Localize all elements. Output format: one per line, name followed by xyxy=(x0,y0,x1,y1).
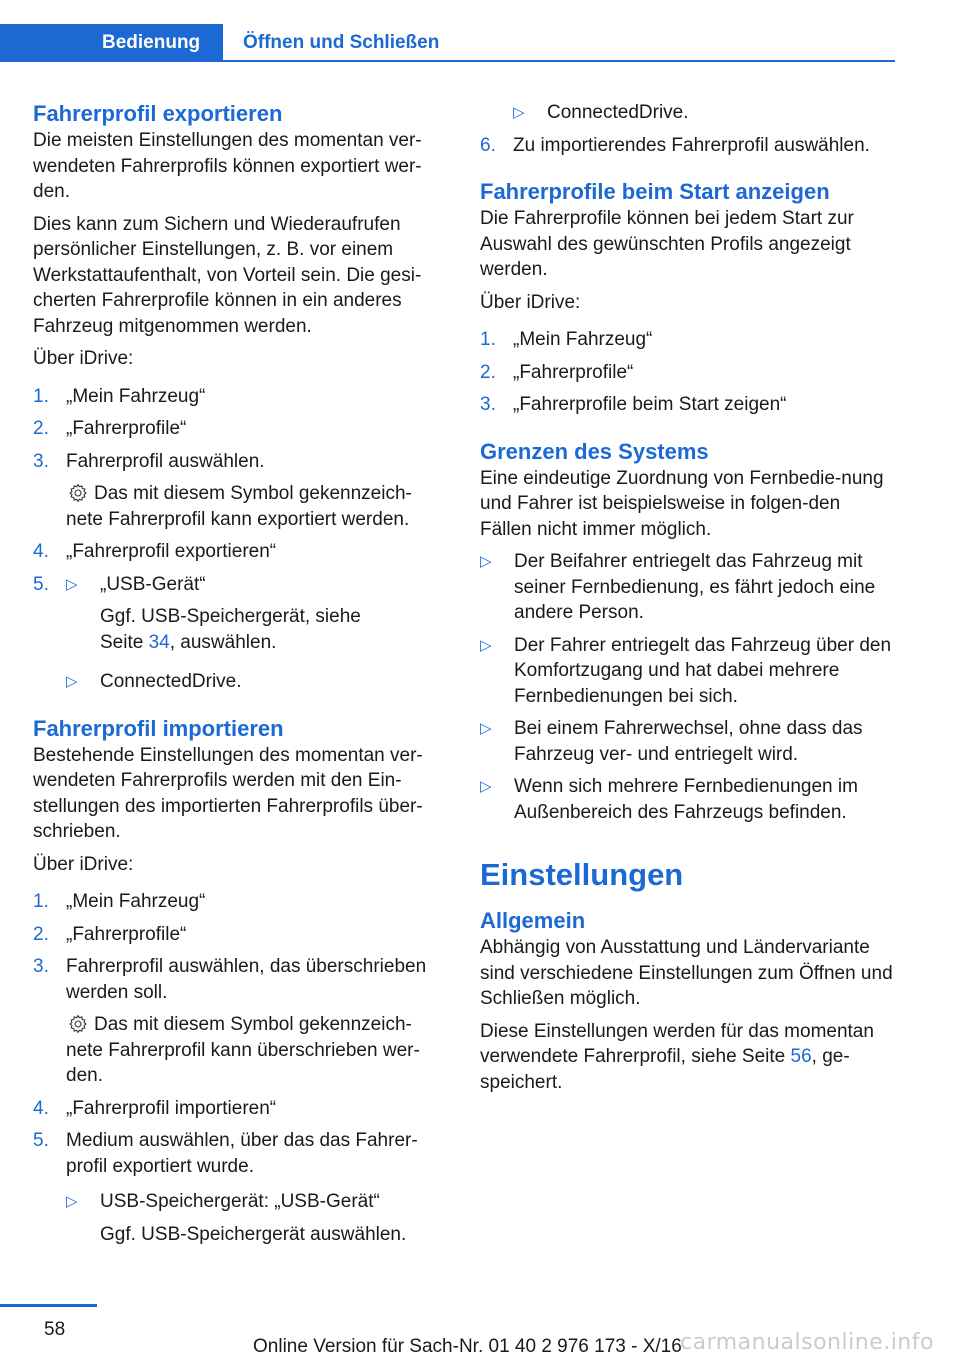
tab-bedienung[interactable]: Bedienung xyxy=(0,24,223,62)
startup-steps xyxy=(480,327,895,418)
list-item xyxy=(480,774,895,825)
list-item xyxy=(33,889,445,915)
import-options-continued xyxy=(480,100,895,126)
header-rule xyxy=(223,60,895,62)
import-steps-continued xyxy=(480,133,895,159)
list-item xyxy=(33,384,445,410)
list-item xyxy=(480,716,895,767)
step-text: „Mein Fahrzeug“ xyxy=(513,329,653,350)
export-paragraph-1: Die meisten Einstellungen des momentan ver‐wendeten Fahrerprofils können exportiert wer‐den. xyxy=(33,130,422,202)
page-link-56[interactable]: 56 xyxy=(790,1046,812,1067)
tab-oeffnen-und-schliessen[interactable]: Öffnen und Schließen xyxy=(243,32,440,53)
step-number: 1. xyxy=(480,329,496,350)
step-text: Medium auswählen, über das das Fahrer‐profil exportiert wurde. xyxy=(66,1130,418,1177)
step-number: 5. xyxy=(33,1130,49,1151)
gear-icon xyxy=(68,1014,88,1034)
import-paragraph-1: Bestehende Einstellungen des momentan ver‐wendeten Fahrerprofils werden mit den Ein‐stellungen des importierten Fahrerprofils über‐schrieben. xyxy=(33,744,423,842)
step-text: „Mein Fahrzeug“ xyxy=(66,385,206,407)
triangle-right-icon: ▷ xyxy=(513,104,525,121)
option-text: ConnectedDrive. xyxy=(547,102,689,123)
step5-options xyxy=(66,572,445,695)
general-paragraph-2-prefix: Diese Einstellungen werden für das momentan verwendete Fahrerprofil, siehe Seite xyxy=(480,1020,874,1067)
option-text: „USB-Gerät“ xyxy=(100,573,206,595)
footer-rule xyxy=(0,1304,97,1307)
export-via-idrive: Über iDrive: xyxy=(33,348,134,369)
step-text: Fahrerprofil auswählen. xyxy=(66,450,265,472)
bullet-text: Bei einem Fahrerwechsel, ohne dass das Fahrzeug ver- und entriegelt wird. xyxy=(514,718,863,765)
triangle-right-icon: ▷ xyxy=(480,636,492,654)
option-text: ConnectedDrive. xyxy=(100,671,242,692)
list-item xyxy=(33,539,445,565)
chapter-title-settings: Einstellungen xyxy=(480,857,684,892)
triangle-right-icon: ▷ xyxy=(66,575,78,593)
gear-icon xyxy=(68,483,88,503)
triangle-right-icon: ▷ xyxy=(66,673,78,690)
step-number: 4. xyxy=(33,541,49,562)
list-item xyxy=(513,100,895,126)
triangle-right-icon: ▷ xyxy=(480,720,492,737)
step-text: „Fahrerprofile“ xyxy=(66,418,187,439)
step5-options xyxy=(66,1189,445,1247)
list-item xyxy=(33,416,445,442)
list-item xyxy=(480,549,895,626)
section-title-import: Fahrerprofil importieren xyxy=(33,715,284,741)
list-item xyxy=(480,327,895,353)
online-version-note: Online Version für Sach-Nr. 01 40 2 976 173 - X/16 xyxy=(253,1336,682,1357)
section-title-export: Fahrerprofil exportieren xyxy=(33,101,283,126)
step-number: 2. xyxy=(480,361,496,383)
import-via-idrive: Über iDrive: xyxy=(33,853,134,875)
list-item xyxy=(480,360,895,386)
list-item xyxy=(33,572,445,695)
list-item xyxy=(66,572,445,656)
step-text: „Fahrerprofil importieren“ xyxy=(66,1097,277,1119)
list-item xyxy=(480,392,895,418)
step-number: 3. xyxy=(33,450,49,472)
list-item xyxy=(33,1096,445,1122)
list-item xyxy=(480,633,895,710)
option-note-prefix: Seite xyxy=(100,631,149,653)
left-column xyxy=(33,100,445,1254)
step-text: Zu importierendes Fahrerprofil auswählen. xyxy=(513,134,870,156)
step-number: 5. xyxy=(33,573,49,595)
export-paragraph-2: Dies kann zum Sichern und Wiederaufrufen persönlicher Einstellungen, z. B. vor einem Werkstattaufenthalt, von Vorteil sein. Die gesi‐cherten Fahrerprofile können in ein anderes Fahrzeug mitgenommen werden. xyxy=(33,213,422,337)
limits-list xyxy=(480,549,895,825)
step-text: „Fahrerprofil exportieren“ xyxy=(66,541,277,562)
step-number: 4. xyxy=(33,1097,49,1119)
step-note xyxy=(66,1012,445,1089)
right-column xyxy=(480,100,895,1102)
option-note: Ggf. USB-Speichergerät auswählen. xyxy=(100,1223,407,1245)
step-text: „Fahrerprofile beim Start zeigen“ xyxy=(513,394,787,415)
step-text: Fahrerprofil auswählen, das überschrieben werden soll. xyxy=(66,956,427,1003)
step-text: „Fahrerprofile“ xyxy=(66,923,187,945)
general-paragraph-2-suffix: , ge‐speichert. xyxy=(480,1046,850,1093)
step-number: 3. xyxy=(33,956,49,977)
step-note xyxy=(66,481,445,532)
section-title-startup: Fahrerprofile beim Start anzeigen xyxy=(480,179,830,204)
triangle-right-icon: ▷ xyxy=(66,1193,78,1210)
bullet-text: Wenn sich mehrere Fernbedienungen im Außenbereich des Fahrzeugs befinden. xyxy=(514,776,858,823)
step-note-text: Das mit diesem Symbol gekennzeich‐nete Fahrerprofil kann exportiert werden. xyxy=(66,483,412,530)
startup-via-idrive: Über iDrive: xyxy=(480,291,581,313)
page-link-34[interactable]: 34 xyxy=(148,631,170,653)
step-number: 2. xyxy=(33,923,49,945)
page-number: 58 xyxy=(44,1319,66,1340)
step-number: 6. xyxy=(480,134,496,156)
option-note xyxy=(100,604,445,655)
list-item xyxy=(480,133,895,159)
general-paragraph-1: Abhängig von Ausstattung und Ländervariante sind verschiedene Einstellungen zum Öffnen und Schließen möglich. xyxy=(480,937,893,1009)
list-item xyxy=(66,669,445,695)
triangle-right-icon: ▷ xyxy=(480,553,492,570)
header-tabbar xyxy=(0,24,895,62)
option-note-line-1: Ggf. USB-Speichergerät, siehe xyxy=(100,606,361,627)
step-text: „Mein Fahrzeug“ xyxy=(66,891,206,912)
list-item xyxy=(33,1128,445,1247)
import-steps xyxy=(33,889,445,1247)
step-number: 3. xyxy=(480,394,496,415)
bullet-text: Der Fahrer entriegelt das Fahrzeug über den Komfortzugang und hat dabei mehrere Fernbedienungen bei sich. xyxy=(514,634,892,707)
list-item xyxy=(66,1189,445,1247)
section-title-limits: Grenzen des Systems xyxy=(480,438,709,464)
step-text: „Fahrerprofile“ xyxy=(513,361,634,383)
list-item xyxy=(33,922,445,948)
step-number: 1. xyxy=(33,891,49,912)
step-number: 2. xyxy=(33,418,49,439)
list-item xyxy=(33,449,445,533)
option-note-suffix: , auswählen. xyxy=(169,631,277,653)
list-item xyxy=(33,954,445,1089)
bullet-text: Der Beifahrer entriegelt das Fahrzeug mit seiner Fernbedienung, es fährt jedoch eine andere Person. xyxy=(514,551,876,623)
export-steps xyxy=(33,384,445,695)
section-title-general: Allgemein xyxy=(480,908,586,933)
watermark: carmanualsonline.info xyxy=(680,1330,934,1355)
triangle-right-icon: ▷ xyxy=(480,778,492,795)
option-text: USB-Speichergerät: „USB-Gerät“ xyxy=(100,1191,380,1212)
step-note-text: Das mit diesem Symbol gekennzeich‐nete Fahrerprofil kann überschrieben wer‐den. xyxy=(66,1014,420,1086)
general-paragraph-2 xyxy=(480,1019,895,1096)
step-number: 1. xyxy=(33,385,49,407)
startup-paragraph-1: Die Fahrerprofile können bei jedem Start zur Auswahl des gewünschten Profils angezeigt werden. xyxy=(480,208,854,280)
limits-paragraph-1: Eine eindeutige Zuordnung von Fernbedie‐nung und Fahrer ist beispielsweise in folgen‐den Fällen nicht immer möglich. xyxy=(480,467,884,540)
